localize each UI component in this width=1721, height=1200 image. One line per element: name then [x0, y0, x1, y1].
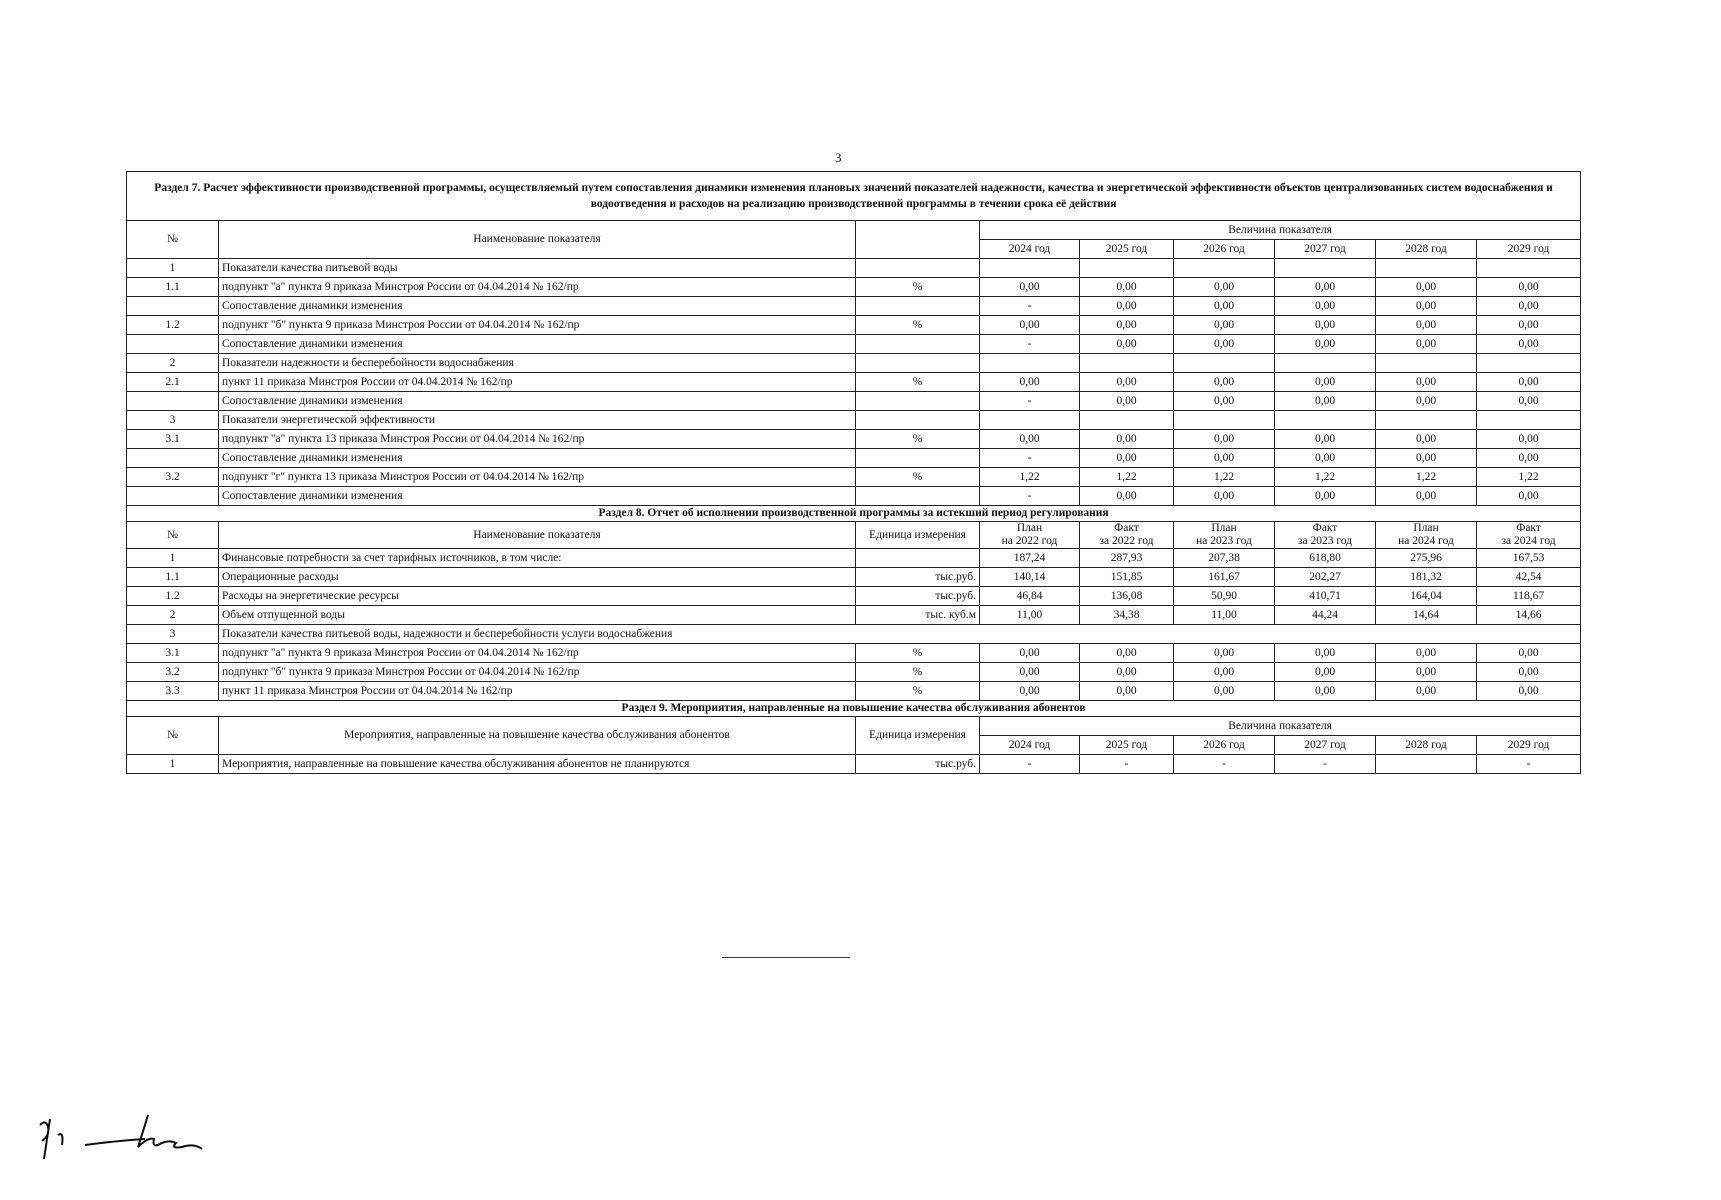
row-value: 0,00 — [1376, 392, 1477, 411]
row-value: - — [980, 487, 1080, 506]
row-num: 3.2 — [127, 468, 219, 487]
row-value: 167,53 — [1477, 549, 1581, 568]
row-name: Мероприятия, направленные на повышение качества обслуживания абонентов не планируются — [219, 755, 856, 774]
row-value — [1174, 411, 1275, 430]
header-period-year: за 2023 год — [1297, 535, 1353, 547]
row-num: 1 — [127, 755, 219, 774]
row-value: 0,00 — [1080, 644, 1174, 663]
section8-header-row — [127, 522, 1581, 549]
row-value: 0,00 — [1080, 373, 1174, 392]
row-name: подпункт "а" пункта 9 приказа Минстроя России от 04.04.2014 № 162/пр — [219, 278, 856, 297]
table-row — [127, 392, 1581, 411]
row-num: 3 — [127, 411, 219, 430]
row-value: 14,64 — [1376, 606, 1477, 625]
table-row — [127, 644, 1581, 663]
table-row — [127, 449, 1581, 468]
row-value: 0,00 — [1376, 430, 1477, 449]
table-row — [127, 663, 1581, 682]
row-num: 1.2 — [127, 587, 219, 606]
row-value: 0,00 — [1477, 335, 1581, 354]
row-num — [127, 449, 219, 468]
row-value: - — [1080, 755, 1174, 774]
header-period — [1376, 522, 1477, 549]
row-unit: % — [856, 682, 980, 701]
header-period-year: за 2024 год — [1501, 535, 1556, 547]
row-num — [127, 297, 219, 316]
header-period-year: на 2022 год — [1001, 535, 1058, 547]
header-year: 2029 год — [1477, 736, 1581, 755]
row-num: 1 — [127, 259, 219, 278]
row-value: 0,00 — [1174, 335, 1275, 354]
row-value: 0,00 — [1080, 487, 1174, 506]
header-period — [1174, 522, 1275, 549]
separator-line — [722, 957, 850, 958]
header-name: Наименование показателя — [219, 221, 856, 259]
row-unit: % — [856, 468, 980, 487]
header-year: 2026 год — [1174, 240, 1275, 259]
header-name: Наименование показателя — [219, 522, 856, 549]
row-value: 1,22 — [1477, 468, 1581, 487]
table-row — [127, 606, 1581, 625]
row-value: 0,00 — [1174, 487, 1275, 506]
row-num: 1.1 — [127, 568, 219, 587]
header-year: 2027 год — [1275, 240, 1376, 259]
row-name: Показатели качества питьевой воды — [219, 259, 856, 278]
row-value: 0,00 — [1275, 487, 1376, 506]
row-value: 0,00 — [1376, 663, 1477, 682]
row-value: 46,84 — [980, 587, 1080, 606]
row-value — [1477, 259, 1581, 278]
row-name: Объем отпущенной воды — [219, 606, 856, 625]
row-value — [1376, 755, 1477, 774]
row-value: 0,00 — [1477, 663, 1581, 682]
row-name: Показатели качества питьевой воды, надежности и бесперебойности услуги водоснабжения — [219, 625, 1581, 644]
row-name: Показатели надежности и бесперебойности водоснабжения — [219, 354, 856, 373]
row-unit: % — [856, 373, 980, 392]
table-row — [127, 487, 1581, 506]
header-period — [1275, 522, 1376, 549]
row-value: 161,67 — [1174, 568, 1275, 587]
row-value: 207,38 — [1174, 549, 1275, 568]
row-value: 0,00 — [1477, 297, 1581, 316]
row-value: - — [980, 335, 1080, 354]
row-unit — [856, 392, 980, 411]
row-unit: % — [856, 316, 980, 335]
row-value: 618,80 — [1275, 549, 1376, 568]
row-name: подпункт "а" пункта 13 приказа Минстроя России от 04.04.2014 № 162/пр — [219, 430, 856, 449]
table-row — [127, 755, 1581, 774]
row-value: 0,00 — [1477, 682, 1581, 701]
page-number: 3 — [835, 150, 842, 165]
row-value: 0,00 — [1275, 392, 1376, 411]
row-value: 164,04 — [1376, 587, 1477, 606]
header-unit — [856, 221, 980, 259]
row-value: 136,08 — [1080, 587, 1174, 606]
row-value: 0,00 — [980, 430, 1080, 449]
row-name: Операционные расходы — [219, 568, 856, 587]
header-period — [980, 522, 1080, 549]
row-value — [1376, 259, 1477, 278]
row-unit — [856, 354, 980, 373]
header-year: 2025 год — [1080, 240, 1174, 259]
row-value — [1477, 411, 1581, 430]
row-value: 0,00 — [1477, 430, 1581, 449]
row-value: 14,66 — [1477, 606, 1581, 625]
row-value: 0,00 — [1477, 373, 1581, 392]
row-num: 3.1 — [127, 430, 219, 449]
row-value — [1080, 259, 1174, 278]
header-unit: Единица измерения — [856, 522, 980, 549]
row-value: 0,00 — [980, 682, 1080, 701]
row-num — [127, 392, 219, 411]
section7-title: Раздел 7. Расчет эффективности производственной программы, осуществляемый путем сопоставления динамики изменения плановых значений показателей надежности, качества и энергетической эффективности объектов централизованных систем водоснабжения и водоотведения и расходов на реализацию производственной программы в течении срока её действия — [127, 172, 1581, 221]
row-unit — [856, 297, 980, 316]
header-num: № — [127, 221, 219, 259]
table-row — [127, 373, 1581, 392]
row-value — [1080, 354, 1174, 373]
handwritten-signature-icon — [30, 1105, 250, 1175]
row-unit: тыс. куб.м — [856, 606, 980, 625]
header-year: 2027 год — [1275, 736, 1376, 755]
row-unit — [856, 449, 980, 468]
row-name: Сопоставление динамики изменения — [219, 449, 856, 468]
row-unit: тыс.руб. — [856, 568, 980, 587]
row-value — [1275, 354, 1376, 373]
row-value: 0,00 — [1080, 335, 1174, 354]
header-period-year: на 2024 год — [1398, 535, 1454, 547]
row-value: 0,00 — [1477, 487, 1581, 506]
row-value: 0,00 — [1376, 449, 1477, 468]
row-value: 0,00 — [1275, 316, 1376, 335]
section7-header-row-1 — [127, 221, 1581, 240]
row-value: - — [1477, 755, 1581, 774]
row-num: 1 — [127, 549, 219, 568]
row-value: 287,93 — [1080, 549, 1174, 568]
header-value-group: Величина показателя — [980, 221, 1581, 240]
header-period-kind: План — [1211, 522, 1237, 534]
row-value: 140,14 — [980, 568, 1080, 587]
row-value: 34,38 — [1080, 606, 1174, 625]
row-value: 151,85 — [1080, 568, 1174, 587]
table-row — [127, 549, 1581, 568]
row-value: 0,00 — [1376, 316, 1477, 335]
row-value: - — [980, 755, 1080, 774]
row-value — [1174, 354, 1275, 373]
row-value: 0,00 — [1080, 278, 1174, 297]
row-value: 0,00 — [1174, 644, 1275, 663]
row-value: 0,00 — [1376, 487, 1477, 506]
header-period-kind: Факт — [1516, 522, 1541, 534]
row-value: 0,00 — [1080, 297, 1174, 316]
row-value — [1477, 354, 1581, 373]
row-name: подпункт "г" пункта 13 приказа Минстроя России от 04.04.2014 № 162/пр — [219, 468, 856, 487]
row-value: 0,00 — [1275, 278, 1376, 297]
row-value: 0,00 — [1477, 278, 1581, 297]
row-value: 181,32 — [1376, 568, 1477, 587]
row-value: 0,00 — [1174, 278, 1275, 297]
row-value: 42,54 — [1477, 568, 1581, 587]
row-value: 202,27 — [1275, 568, 1376, 587]
row-value: - — [1174, 755, 1275, 774]
row-value: 0,00 — [980, 644, 1080, 663]
table-row — [127, 568, 1581, 587]
section8-title-row — [127, 506, 1581, 522]
row-value: 0,00 — [1080, 449, 1174, 468]
row-unit: % — [856, 663, 980, 682]
row-num: 1.1 — [127, 278, 219, 297]
row-value: 0,00 — [1174, 430, 1275, 449]
row-name: пункт 11 приказа Минстроя России от 04.04.2014 № 162/пр — [219, 682, 856, 701]
table-row — [127, 278, 1581, 297]
row-value: 0,00 — [1174, 449, 1275, 468]
row-num: 1.2 — [127, 316, 219, 335]
row-name: подпункт "б" пункта 9 приказа Минстроя России от 04.04.2014 № 162/пр — [219, 663, 856, 682]
header-year: 2024 год — [980, 736, 1080, 755]
header-num: № — [127, 717, 219, 755]
row-value: 0,00 — [1275, 682, 1376, 701]
header-unit: Единица измерения — [856, 717, 980, 755]
header-name: Мероприятия, направленные на повышение качества обслуживания абонентов — [219, 717, 856, 755]
row-name: Сопоставление динамики изменения — [219, 297, 856, 316]
row-value: 1,22 — [980, 468, 1080, 487]
row-num — [127, 335, 219, 354]
table-row — [127, 587, 1581, 606]
row-name: Сопоставление динамики изменения — [219, 335, 856, 354]
header-year: 2028 год — [1376, 736, 1477, 755]
row-value: 1,22 — [1080, 468, 1174, 487]
header-period — [1080, 522, 1174, 549]
row-value: 0,00 — [1376, 297, 1477, 316]
row-value: 0,00 — [1174, 392, 1275, 411]
row-value: 0,00 — [980, 278, 1080, 297]
table-row — [127, 259, 1581, 278]
row-value: 0,00 — [1275, 373, 1376, 392]
row-value: 0,00 — [1275, 297, 1376, 316]
row-value: 0,00 — [1376, 644, 1477, 663]
row-value: 187,24 — [980, 549, 1080, 568]
row-name: подпункт "а" пункта 9 приказа Минстроя России от 04.04.2014 № 162/пр — [219, 644, 856, 663]
row-value: - — [980, 392, 1080, 411]
row-num: 3.1 — [127, 644, 219, 663]
row-value: 118,67 — [1477, 587, 1581, 606]
row-value: 0,00 — [1080, 663, 1174, 682]
row-value: - — [980, 449, 1080, 468]
table-row — [127, 316, 1581, 335]
table-row — [127, 682, 1581, 701]
header-year: 2028 год — [1376, 240, 1477, 259]
row-value: 410,71 — [1275, 587, 1376, 606]
row-value: 0,00 — [1080, 392, 1174, 411]
row-value: 0,00 — [980, 316, 1080, 335]
table-row — [127, 430, 1581, 449]
row-value: 1,22 — [1174, 468, 1275, 487]
row-value: - — [980, 297, 1080, 316]
row-name: Сопоставление динамики изменения — [219, 392, 856, 411]
report-table-body — [127, 172, 1581, 774]
row-value: 0,00 — [1376, 373, 1477, 392]
row-value: 0,00 — [1275, 663, 1376, 682]
header-period-kind: План — [1016, 522, 1043, 534]
table-row — [127, 354, 1581, 373]
row-value: 1,22 — [1275, 468, 1376, 487]
row-value: 0,00 — [1275, 430, 1376, 449]
row-value: 275,96 — [1376, 549, 1477, 568]
row-unit — [856, 335, 980, 354]
table-row — [127, 468, 1581, 487]
row-value — [1174, 259, 1275, 278]
table-row — [127, 411, 1581, 430]
row-unit — [856, 549, 980, 568]
row-value: 0,00 — [980, 373, 1080, 392]
header-period — [1477, 522, 1581, 549]
row-value — [1080, 411, 1174, 430]
row-value: 0,00 — [1376, 335, 1477, 354]
header-period-kind: Факт — [1312, 522, 1338, 534]
row-value: 0,00 — [1477, 449, 1581, 468]
header-period-kind: Факт — [1114, 522, 1139, 534]
row-num: 2 — [127, 606, 219, 625]
header-period-year: на 2023 год — [1196, 535, 1252, 547]
row-unit: % — [856, 644, 980, 663]
row-value: 0,00 — [1174, 297, 1275, 316]
section9-header-row-1 — [127, 717, 1581, 736]
header-year: 2029 год — [1477, 240, 1581, 259]
section8-title: Раздел 8. Отчет об исполнении производственной программы за истекший период регулирования — [127, 506, 1581, 522]
row-num — [127, 487, 219, 506]
row-unit — [856, 487, 980, 506]
section9-title: Раздел 9. Мероприятия, направленные на повышение качества обслуживания абонентов — [127, 701, 1581, 717]
section7-title-row — [127, 172, 1581, 221]
table-row — [127, 625, 1581, 644]
header-value-group: Величина показателя — [980, 717, 1581, 736]
row-value: 0,00 — [1376, 278, 1477, 297]
header-year: 2024 год — [980, 240, 1080, 259]
row-value — [980, 354, 1080, 373]
row-unit: тыс.руб. — [856, 755, 980, 774]
row-name: пункт 11 приказа Минстроя России от 04.04.2014 № 162/пр — [219, 373, 856, 392]
row-value — [1275, 259, 1376, 278]
row-value: - — [1275, 755, 1376, 774]
row-value: 0,00 — [1275, 644, 1376, 663]
row-value: 0,00 — [1174, 373, 1275, 392]
header-period-year: за 2022 год — [1099, 535, 1154, 547]
row-unit — [856, 411, 980, 430]
row-name: Расходы на энергетические ресурсы — [219, 587, 856, 606]
header-year: 2026 год — [1174, 736, 1275, 755]
row-value — [1376, 411, 1477, 430]
row-num: 3 — [127, 625, 219, 644]
row-value — [980, 259, 1080, 278]
row-value: 0,00 — [1174, 663, 1275, 682]
row-value: 0,00 — [1376, 682, 1477, 701]
row-value: 0,00 — [1477, 316, 1581, 335]
row-value: 44,24 — [1275, 606, 1376, 625]
row-value — [980, 411, 1080, 430]
row-unit: % — [856, 278, 980, 297]
row-value — [1275, 411, 1376, 430]
header-num: № — [127, 522, 219, 549]
report-table — [126, 171, 1581, 774]
row-name: подпункт "б" пункта 9 приказа Минстроя России от 04.04.2014 № 162/пр — [219, 316, 856, 335]
row-unit — [856, 259, 980, 278]
header-period-kind: План — [1413, 522, 1439, 534]
row-value: 0,00 — [1174, 682, 1275, 701]
row-value: 11,00 — [980, 606, 1080, 625]
row-value: 50,90 — [1174, 587, 1275, 606]
header-year: 2025 год — [1080, 736, 1174, 755]
row-value: 0,00 — [980, 663, 1080, 682]
row-value: 0,00 — [1275, 449, 1376, 468]
row-value: 0,00 — [1174, 316, 1275, 335]
row-value: 0,00 — [1080, 682, 1174, 701]
row-value: 0,00 — [1477, 392, 1581, 411]
table-row — [127, 335, 1581, 354]
row-unit: тыс.руб. — [856, 587, 980, 606]
row-value: 0,00 — [1275, 335, 1376, 354]
row-unit: % — [856, 430, 980, 449]
row-value — [1376, 354, 1477, 373]
row-value: 11,00 — [1174, 606, 1275, 625]
row-num: 3.2 — [127, 663, 219, 682]
row-value: 0,00 — [1080, 316, 1174, 335]
row-name: Показатели энергетической эффективности — [219, 411, 856, 430]
row-value: 1,22 — [1376, 468, 1477, 487]
row-value: 0,00 — [1477, 644, 1581, 663]
row-num: 2 — [127, 354, 219, 373]
row-num: 3.3 — [127, 682, 219, 701]
section9-title-row — [127, 701, 1581, 717]
row-num: 2.1 — [127, 373, 219, 392]
row-value: 0,00 — [1080, 430, 1174, 449]
table-row — [127, 297, 1581, 316]
row-name: Сопоставление динамики изменения — [219, 487, 856, 506]
row-name: Финансовые потребности за счет тарифных источников, в том числе: — [219, 549, 856, 568]
